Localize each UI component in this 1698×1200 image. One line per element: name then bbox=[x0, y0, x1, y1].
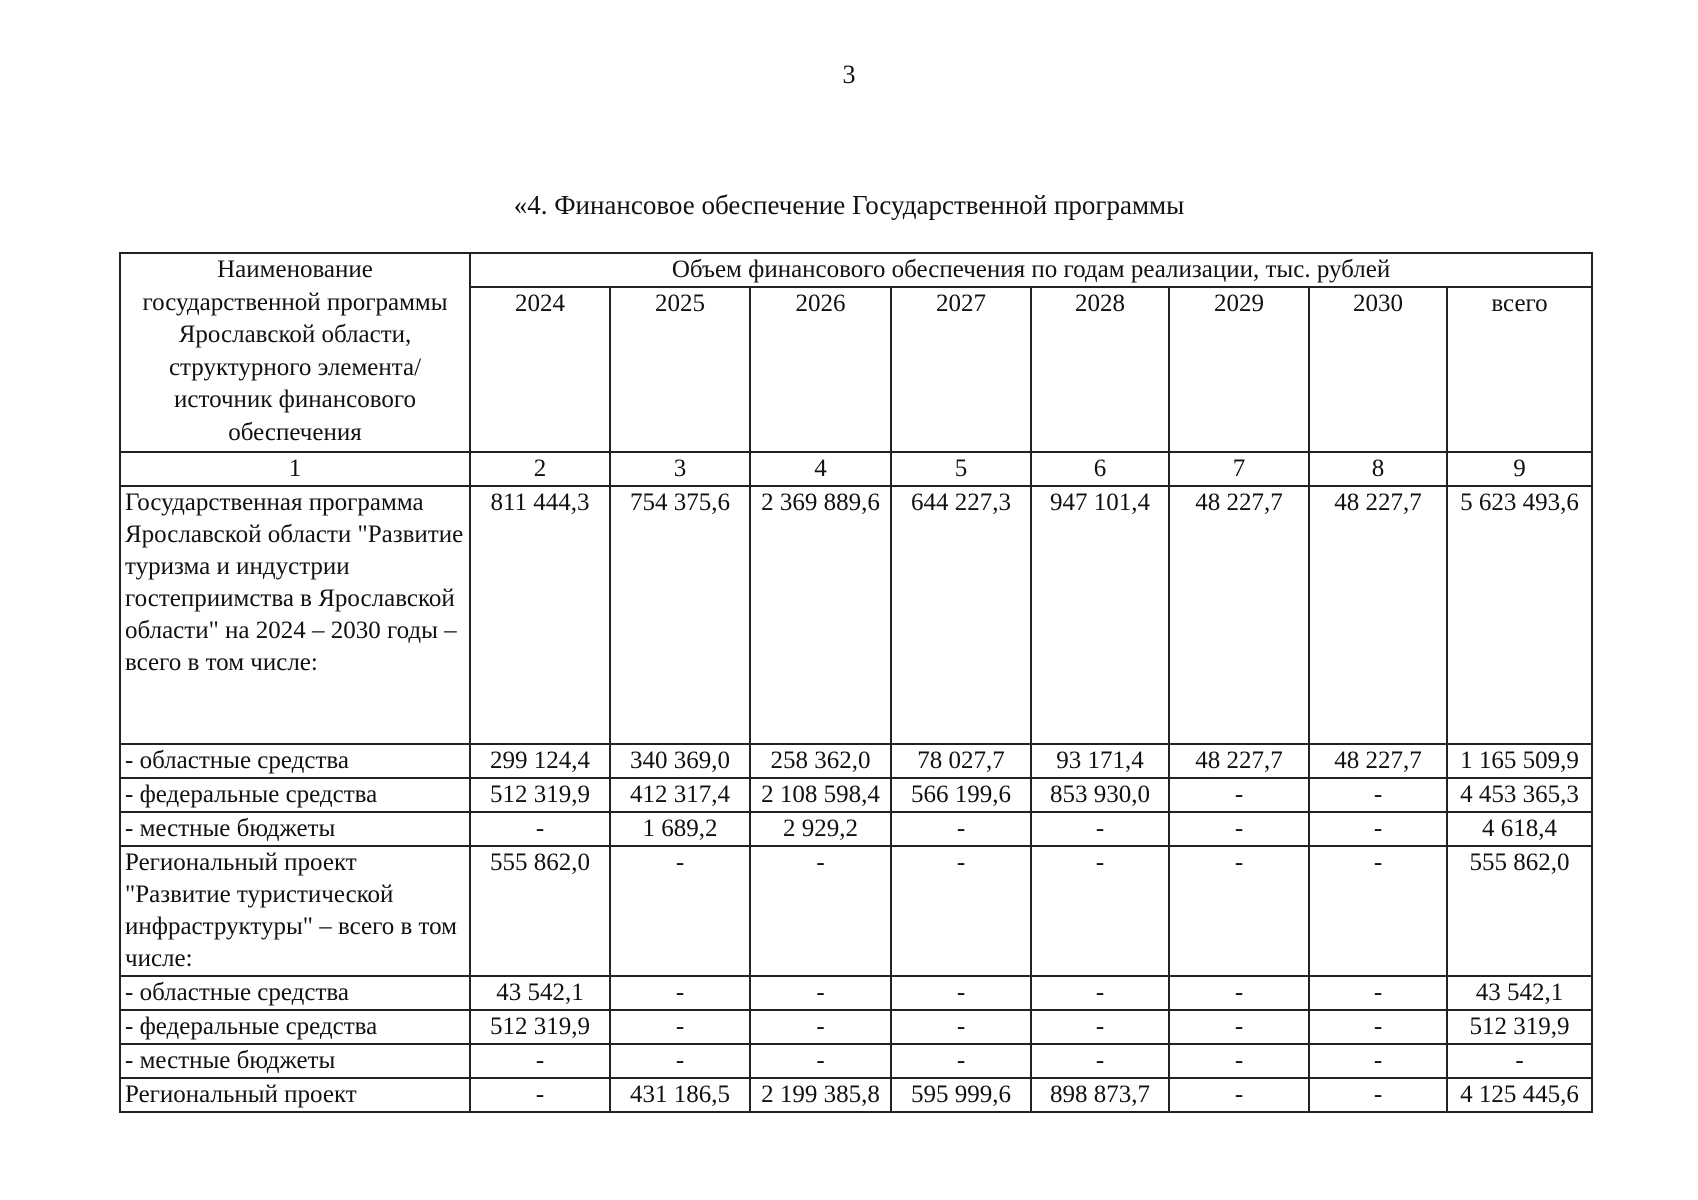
value-cell: - bbox=[1169, 976, 1309, 1010]
value-cell: - bbox=[1031, 1010, 1169, 1044]
value-cell: - bbox=[1031, 846, 1169, 976]
table-row bbox=[120, 812, 1592, 846]
value-cell: - bbox=[470, 1044, 610, 1078]
value-cell: - bbox=[1309, 846, 1447, 976]
column-number-row bbox=[120, 452, 1592, 486]
total-cell: 43 542,1 bbox=[1447, 976, 1592, 1010]
row-label: - местные бюджеты bbox=[120, 1044, 470, 1078]
year-header: 2030 bbox=[1309, 287, 1447, 452]
value-cell: - bbox=[750, 976, 891, 1010]
value-cell: 2 199 385,8 bbox=[750, 1078, 891, 1112]
value-cell: 512 319,9 bbox=[470, 1010, 610, 1044]
row-label: - областные средства bbox=[120, 744, 470, 778]
value-cell: 2 369 889,6 bbox=[750, 486, 891, 744]
value-cell: - bbox=[891, 846, 1031, 976]
row-label: Государственная программа Ярославской области "Развитие туризма и индустрии гостеприимства в Ярославской области" на 2024 – 2030 годы – всего в том числе: bbox=[120, 486, 470, 744]
year-header: 2026 bbox=[750, 287, 891, 452]
column-number: 4 bbox=[750, 452, 891, 486]
value-cell: - bbox=[1309, 812, 1447, 846]
value-cell: 43 542,1 bbox=[470, 976, 610, 1010]
year-header: 2027 bbox=[891, 287, 1031, 452]
value-cell: - bbox=[1031, 1044, 1169, 1078]
total-cell: - bbox=[1447, 1044, 1592, 1078]
value-cell: - bbox=[1169, 778, 1309, 812]
row-label: - федеральные средства bbox=[120, 778, 470, 812]
total-cell: 555 862,0 bbox=[1447, 846, 1592, 976]
value-cell: 2 108 598,4 bbox=[750, 778, 891, 812]
column-number: 9 bbox=[1447, 452, 1592, 486]
value-cell: 258 362,0 bbox=[750, 744, 891, 778]
value-cell: - bbox=[1169, 1078, 1309, 1112]
column-number: 3 bbox=[610, 452, 750, 486]
value-cell: - bbox=[1169, 846, 1309, 976]
value-cell: - bbox=[891, 812, 1031, 846]
value-cell: - bbox=[1169, 812, 1309, 846]
value-cell: 853 930,0 bbox=[1031, 778, 1169, 812]
value-cell: 898 873,7 bbox=[1031, 1078, 1169, 1112]
table-row bbox=[120, 486, 1592, 744]
value-cell: 431 186,5 bbox=[610, 1078, 750, 1112]
value-cell: - bbox=[610, 976, 750, 1010]
value-cell: - bbox=[1309, 976, 1447, 1010]
financing-table bbox=[119, 252, 1593, 1113]
table-row bbox=[120, 1078, 1592, 1112]
value-cell: 2 929,2 bbox=[750, 812, 891, 846]
value-cell: 48 227,7 bbox=[1169, 486, 1309, 744]
value-cell: - bbox=[1309, 1078, 1447, 1112]
value-cell: 555 862,0 bbox=[470, 846, 610, 976]
row-label: - областные средства bbox=[120, 976, 470, 1010]
value-cell: - bbox=[1309, 1044, 1447, 1078]
table-row bbox=[120, 1010, 1592, 1044]
funding-group-header: Объем финансового обеспечения по годам реализации, тыс. рублей bbox=[470, 253, 1592, 287]
value-cell: 78 027,7 bbox=[891, 744, 1031, 778]
table-row bbox=[120, 976, 1592, 1010]
value-cell: 1 689,2 bbox=[610, 812, 750, 846]
row-label: - местные бюджеты bbox=[120, 812, 470, 846]
column-number: 7 bbox=[1169, 452, 1309, 486]
value-cell: - bbox=[470, 812, 610, 846]
value-cell: 754 375,6 bbox=[610, 486, 750, 744]
column-number: 2 bbox=[470, 452, 610, 486]
table-row bbox=[120, 846, 1592, 976]
value-cell: 512 319,9 bbox=[470, 778, 610, 812]
table-row bbox=[120, 744, 1592, 778]
value-cell: - bbox=[750, 1044, 891, 1078]
value-cell: - bbox=[891, 1044, 1031, 1078]
name-column-header: Наименование государственной программы Ярославской области, структурного элемента/ источник финансового обеспечения bbox=[120, 253, 470, 452]
value-cell: 340 369,0 bbox=[610, 744, 750, 778]
value-cell: - bbox=[1309, 778, 1447, 812]
value-cell: 412 317,4 bbox=[610, 778, 750, 812]
value-cell: - bbox=[470, 1078, 610, 1112]
column-number: 1 bbox=[120, 452, 470, 486]
value-cell: - bbox=[1031, 976, 1169, 1010]
value-cell: 595 999,6 bbox=[891, 1078, 1031, 1112]
table-row bbox=[120, 778, 1592, 812]
value-cell: - bbox=[891, 1010, 1031, 1044]
total-cell: 512 319,9 bbox=[1447, 1010, 1592, 1044]
total-cell: 1 165 509,9 bbox=[1447, 744, 1592, 778]
value-cell: 48 227,7 bbox=[1309, 486, 1447, 744]
total-cell: 4 453 365,3 bbox=[1447, 778, 1592, 812]
value-cell: - bbox=[1031, 812, 1169, 846]
total-cell: 4 125 445,6 bbox=[1447, 1078, 1592, 1112]
value-cell: 48 227,7 bbox=[1309, 744, 1447, 778]
value-cell: - bbox=[610, 1010, 750, 1044]
total-cell: 4 618,4 bbox=[1447, 812, 1592, 846]
header-row-group bbox=[120, 253, 1592, 287]
row-label: Региональный проект "Развитие туристической инфраструктуры" – всего в том числе: bbox=[120, 846, 470, 976]
value-cell: 947 101,4 bbox=[1031, 486, 1169, 744]
total-cell: 5 623 493,6 bbox=[1447, 486, 1592, 744]
value-cell: - bbox=[891, 976, 1031, 1010]
value-cell: - bbox=[1169, 1010, 1309, 1044]
value-cell: 566 199,6 bbox=[891, 778, 1031, 812]
year-header: 2028 bbox=[1031, 287, 1169, 452]
row-label: Региональный проект bbox=[120, 1078, 470, 1112]
value-cell: 644 227,3 bbox=[891, 486, 1031, 744]
value-cell: - bbox=[1309, 1010, 1447, 1044]
section-title: «4. Финансовое обеспечение Государственной программы bbox=[513, 190, 1185, 220]
value-cell: 811 444,3 bbox=[470, 486, 610, 744]
value-cell: - bbox=[1169, 1044, 1309, 1078]
value-cell: 48 227,7 bbox=[1169, 744, 1309, 778]
year-header: 2024 bbox=[470, 287, 610, 452]
value-cell: - bbox=[750, 846, 891, 976]
year-header: 2025 bbox=[610, 287, 750, 452]
value-cell: - bbox=[610, 846, 750, 976]
table-row bbox=[120, 1044, 1592, 1078]
page-number: 3 bbox=[842, 60, 856, 89]
column-number: 6 bbox=[1031, 452, 1169, 486]
value-cell: - bbox=[750, 1010, 891, 1044]
column-number: 8 bbox=[1309, 452, 1447, 486]
year-header: 2029 bbox=[1169, 287, 1309, 452]
column-number: 5 bbox=[891, 452, 1031, 486]
value-cell: 93 171,4 bbox=[1031, 744, 1169, 778]
total-header: всего bbox=[1447, 287, 1592, 452]
value-cell: 299 124,4 bbox=[470, 744, 610, 778]
value-cell: - bbox=[610, 1044, 750, 1078]
row-label: - федеральные средства bbox=[120, 1010, 470, 1044]
